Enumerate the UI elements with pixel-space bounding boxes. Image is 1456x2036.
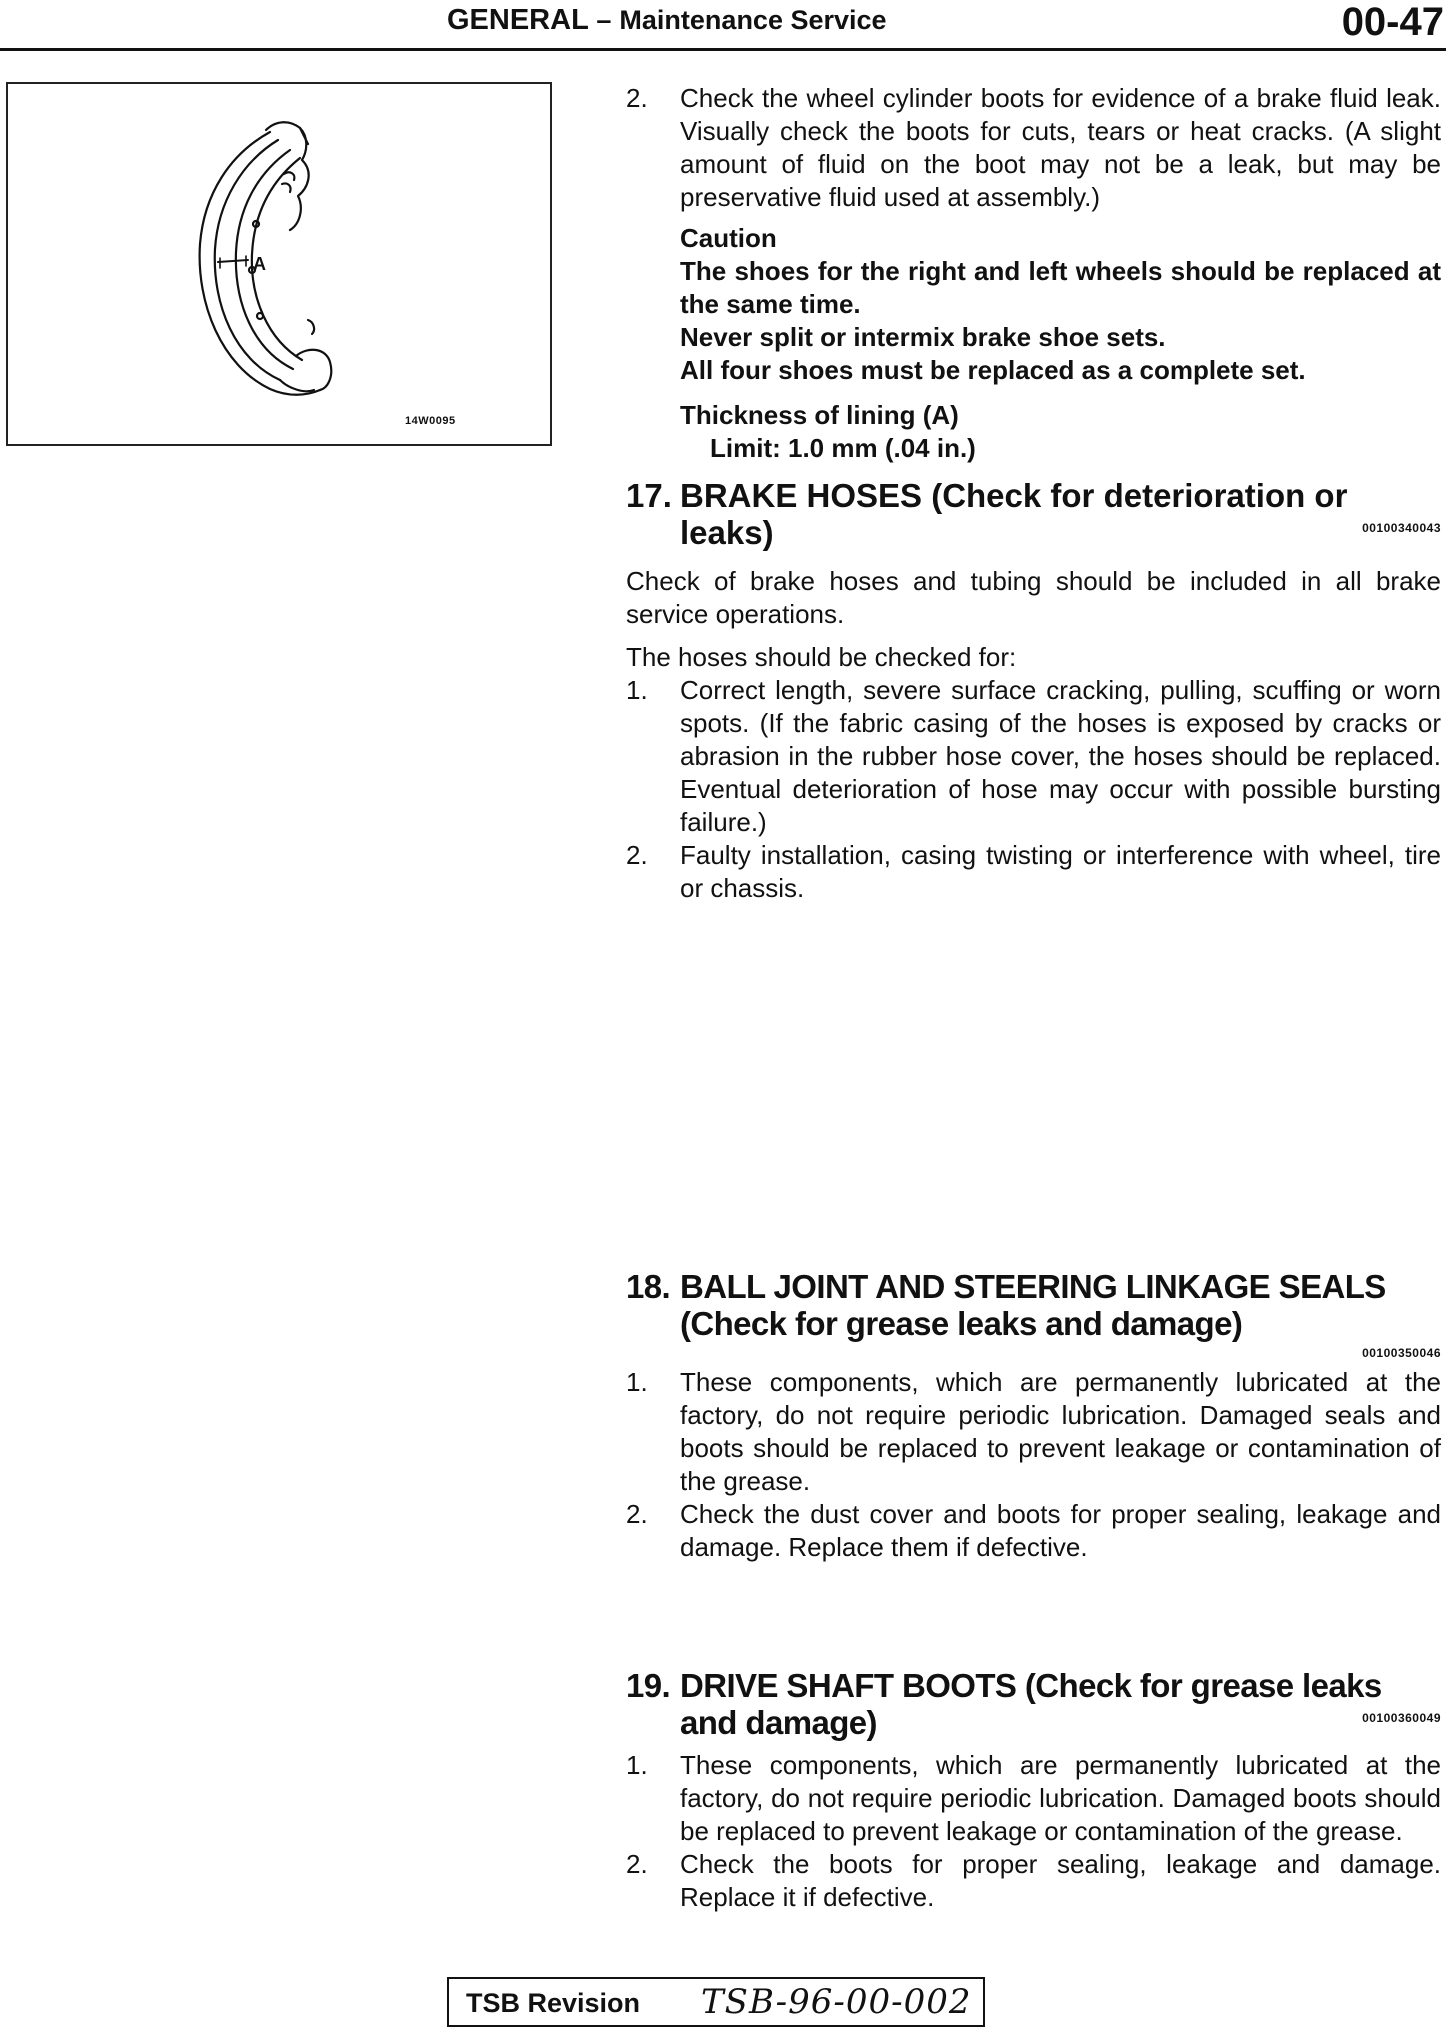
item-number: 2. <box>626 1849 648 1879</box>
shoe-top-end <box>266 122 309 230</box>
section-code: 00100360049 <box>1362 1711 1441 1725</box>
caution-title: Caution <box>680 223 777 253</box>
header-section: GENERAL <box>447 4 589 36</box>
header-separator: – <box>596 5 612 35</box>
header-subtitle: Maintenance Service <box>619 5 887 35</box>
dimension-a-line <box>218 260 248 262</box>
section-title-line: (Check for grease leaks and damage) <box>680 1305 1243 1342</box>
callout-a: A <box>253 254 266 274</box>
section-title-line: BALL JOINT AND STEERING LINKAGE SEALS <box>680 1268 1386 1305</box>
list-item <box>626 839 1441 905</box>
item-number: 2. <box>626 1499 648 1529</box>
shoe-bottom-end <box>296 350 331 390</box>
list-item <box>626 1848 1441 1914</box>
section-title-line-wrap <box>680 1704 1441 1741</box>
caution-line: Never split or intermix brake shoe sets. <box>680 322 1166 352</box>
item-number: 1. <box>626 675 648 705</box>
section-title-line: BRAKE HOSES (Check for deterioration or <box>680 477 1348 514</box>
item-text: These components, which are permanently lubricated at the factory, do not require periodic lubrication. Damaged seals and boots should be replaced to prevent leakage or contamination of the grease. <box>680 1367 1441 1496</box>
section-heading <box>626 1268 1441 1342</box>
section-title-line-wrap <box>680 514 1441 551</box>
brake-shoe-illustration <box>8 84 554 448</box>
section-lead: The hoses should be checked for: <box>626 642 1017 672</box>
section-heading <box>626 1667 1441 1741</box>
section-title-line: DRIVE SHAFT BOOTS (Check for grease leaks <box>680 1667 1382 1704</box>
section-16-continued <box>626 82 1441 465</box>
section-code: 00100350046 <box>1362 1346 1441 1360</box>
section-title-line: leaks) <box>680 514 774 551</box>
section-18 <box>626 1268 1441 1564</box>
tsb-revision-box <box>447 1977 985 2027</box>
thickness-label: Thickness of lining (A) <box>680 400 959 430</box>
item-text: Check the boots for proper sealing, leakage and damage. Replace it if defective. <box>680 1849 1441 1912</box>
item-text: Faulty installation, casing twisting or interference with wheel, tire or chassis. <box>680 840 1441 903</box>
item-number: 2. <box>626 83 648 113</box>
section-heading <box>626 477 1441 551</box>
tsb-revision-value: TSB-96-00-002 <box>701 1982 972 2022</box>
section-number: 17. <box>626 477 672 514</box>
section-number: 18. <box>626 1268 671 1305</box>
item-number: 1. <box>626 1367 648 1397</box>
header-rule <box>0 48 1446 51</box>
section-intro: Check of brake hoses and tubing should be included in all brake service operations. <box>626 566 1441 629</box>
figure-box <box>6 82 552 446</box>
item-number: 2. <box>626 840 648 870</box>
list-item <box>626 1366 1441 1498</box>
list-item <box>626 1498 1441 1564</box>
section-number: 19. <box>626 1667 671 1704</box>
caution-line: All four shoes must be replaced as a complete set. <box>680 355 1306 385</box>
tsb-revision-label: TSB Revision <box>466 1988 641 2018</box>
page-header <box>0 0 1456 52</box>
section-title-line: and damage) <box>680 1704 877 1741</box>
section-code: 00100340043 <box>1362 521 1441 535</box>
item-text: These components, which are permanently lubricated at the factory, do not require periodic lubrication. Damaged boots should be replaced to prevent leakage or contamination of the grease. <box>680 1750 1441 1846</box>
list-item <box>626 1749 1441 1848</box>
item-text: Check the wheel cylinder boots for evidence of a brake fluid leak. Visually check the boots for cuts, tears or heat cracks. (A slight amount of fluid on the boot may not be a leak, but may be preservative fluid used at assembly.) <box>680 83 1441 212</box>
list-item <box>626 82 1441 214</box>
section-17 <box>626 477 1441 905</box>
header-title <box>447 4 887 37</box>
caution-line: The shoes for the right and left wheels should be replaced at the same time. <box>680 256 1441 319</box>
section-19 <box>626 1667 1441 1914</box>
page-number: 00-47 <box>1341 0 1444 44</box>
item-text: Correct length, severe surface cracking, pulling, scuffing or worn spots. (If the fabric casing of the hoses is exposed by cracks or abrasion in the rubber hose cover, the hoses should be replaced. Eventual deterioration of hose may occur with possible bursting failure.) <box>680 675 1441 837</box>
figure-id: 14W0095 <box>405 415 456 427</box>
item-number: 1. <box>626 1750 648 1780</box>
item-text: Check the dust cover and boots for proper sealing, leakage and damage. Replace them if defective. <box>680 1499 1441 1562</box>
list-item <box>626 674 1441 839</box>
limit-value: Limit: 1.0 mm (.04 in.) <box>710 433 976 463</box>
